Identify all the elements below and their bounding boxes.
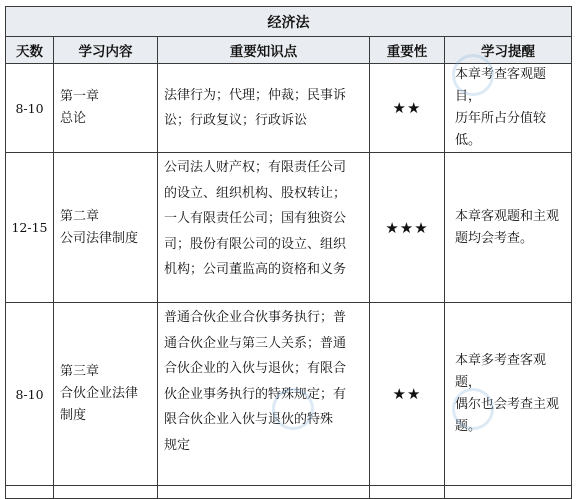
importance-stars: ★★ bbox=[370, 64, 445, 153]
chapter-number: 第一章 bbox=[60, 89, 100, 104]
key-points-line: 的设立、组织机构、股权转让； bbox=[164, 185, 347, 201]
chapter-title: 制度 bbox=[60, 408, 87, 423]
importance-stars: ★★★ bbox=[370, 153, 445, 303]
empty-cell bbox=[158, 486, 370, 499]
header-days: 天数 bbox=[6, 37, 54, 64]
key-points-line: 普通合伙企业合伙事务执行；普 bbox=[164, 310, 347, 325]
tips-cell bbox=[445, 153, 572, 303]
study-plan-table bbox=[5, 6, 572, 499]
chapter-number: 第三章 bbox=[60, 364, 100, 379]
tips-line: 题。 bbox=[455, 419, 482, 434]
chapter-number: 第二章 bbox=[60, 208, 100, 224]
key-points-line: 规定 bbox=[164, 437, 191, 453]
header-key-points: 重要知识点 bbox=[158, 37, 370, 64]
empty-cell bbox=[445, 486, 572, 499]
table-row bbox=[6, 153, 572, 303]
key-points-cell bbox=[158, 64, 370, 153]
table-row bbox=[6, 64, 572, 153]
tips-line: 本章多考查客观题， bbox=[455, 353, 547, 390]
importance-stars: ★★ bbox=[370, 303, 445, 486]
key-points-cell bbox=[158, 303, 370, 486]
empty-cell bbox=[6, 486, 54, 499]
content-cell bbox=[54, 303, 158, 486]
key-points-line: 通合伙企业与第三人关系；普通 bbox=[164, 335, 347, 351]
content-cell bbox=[54, 153, 158, 303]
header-content: 学习内容 bbox=[54, 37, 158, 64]
empty-cell bbox=[370, 486, 445, 499]
chapter-title: 合伙企业法律 bbox=[60, 386, 139, 401]
content-cell bbox=[54, 64, 158, 153]
days-cell: 8-10 bbox=[6, 64, 54, 153]
days-cell: 8-10 bbox=[6, 303, 54, 486]
key-points-line: 一人有限责任公司；国有独资公 bbox=[164, 211, 347, 226]
tips-line: 偶尔也会考查主观 bbox=[455, 397, 560, 412]
header-importance: 重要性 bbox=[370, 37, 445, 64]
tips-line: 题均会考查。 bbox=[455, 230, 534, 246]
key-points-line: 司；股份有限公司的设立、组织 bbox=[164, 236, 347, 252]
tips-line: 历年所占分值较低。 bbox=[455, 111, 547, 148]
table-row bbox=[6, 303, 572, 486]
tips-line: 本章客观题和主观 bbox=[455, 208, 560, 224]
key-points-cell bbox=[158, 153, 370, 303]
table-title-row bbox=[6, 7, 572, 37]
tips-line: 本章考查客观题目， bbox=[455, 67, 547, 104]
key-points-line: 公司法人财产权；有限责任公司 bbox=[164, 160, 347, 175]
table-row-partial bbox=[6, 486, 572, 499]
chapter-title: 公司法律制度 bbox=[60, 230, 139, 246]
tips-cell bbox=[445, 64, 572, 153]
header-tips: 学习提醒 bbox=[445, 37, 572, 64]
tips-cell bbox=[445, 303, 572, 486]
empty-cell bbox=[54, 486, 158, 499]
key-points-line: 法律行为；代理；仲裁；民事诉 bbox=[164, 87, 347, 103]
days-cell: 12-15 bbox=[6, 153, 54, 303]
key-points-line: 讼；行政复议；行政诉讼 bbox=[164, 113, 308, 128]
key-points-line: 伙企业事务执行的特殊规定；有 bbox=[164, 386, 347, 402]
table-title: 经济法 bbox=[6, 7, 572, 37]
key-points-line: 机构；公司董监高的资格和义务 bbox=[164, 262, 347, 277]
key-points-line: 限合伙企业入伙与退伙的特殊 bbox=[164, 412, 334, 427]
chapter-title: 总论 bbox=[60, 111, 87, 126]
table-header-row bbox=[6, 37, 572, 64]
key-points-line: 合伙企业的入伙与退伙；有限合 bbox=[164, 361, 347, 376]
